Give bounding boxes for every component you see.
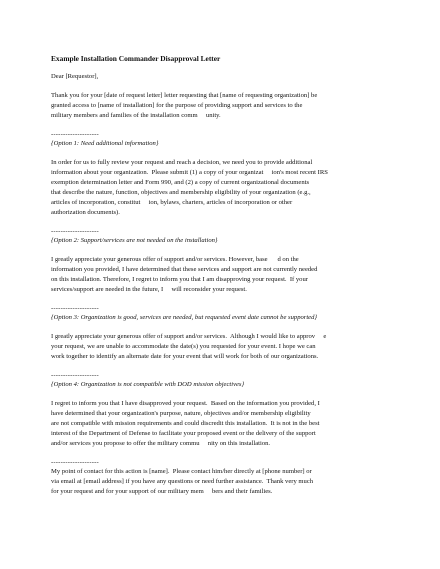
option-1-heading: {Option 1: Need additional information} <box>51 140 159 147</box>
body-line: information about your organization. Please submit (1) a copy of your organizat ion's most recent IRS <box>51 169 328 176</box>
body-line: I greatly appreciate your generous offer of support and/or services. Although I would like to approv e <box>51 333 327 340</box>
body-line: interest of the Department of Defense to facilitate your proposed event or the delivery of the support <box>51 430 316 437</box>
closing-paragraph <box>51 467 382 497</box>
body-line: and/or services you propose to offer the military commu nity on this installation. <box>51 440 271 447</box>
salutation: Dear [Requestor], <box>51 73 99 80</box>
intro-line: Thank you for your [date of request letter] letter requesting that [name of requesting organization] be <box>51 92 318 99</box>
option-3-heading: {Option 3: Organization is good, services are needed, but requested event date cannot be supported} <box>51 314 318 321</box>
body-line: I regret to inform you that I have disapproved your request. Based on the information you provided, I <box>51 400 320 407</box>
closing-line: via email at [email address] if you have any questions or need further assistance. Thank very much <box>51 478 314 485</box>
body-line: information you provided, I have determined that these services and support are not currently needed <box>51 266 318 273</box>
body-line: articles of incorporation, constitut ion, bylaws, charters, articles of incorporation or other <box>51 199 293 206</box>
body-line: that describe the nature, function, objectives and membership eligibility of your organization (e.g., <box>51 189 311 196</box>
body-line: In order for us to fully review your request and reach a decision, we need you to provide additional <box>51 159 313 166</box>
closing-line: for your request and for your support of our military mem bers and their families. <box>51 488 273 495</box>
body-line: your request, we are unable to accommodate the date(s) you requested for your event. I hope we can <box>51 343 316 350</box>
intro-line: granted access to [name of installation] for the purpose of providing support and services to the <box>51 102 303 109</box>
option-2-heading: {Option 2: Support/services are not needed on the installation} <box>51 237 218 244</box>
separator-line: -------------------- <box>51 305 99 312</box>
body-line: on this installation. Therefore, I regret to inform you that I am disapproving your request. If your <box>51 276 308 283</box>
option-3-paragraph <box>51 332 382 362</box>
intro-paragraph <box>51 91 382 121</box>
body-line: work together to identify an alternate date for your event that will work for both of our organizations. <box>51 353 319 360</box>
separator-line: -------------------- <box>51 228 99 235</box>
option-4-heading: {Option 4: Organization is not compatible with DOD mission objectives} <box>51 381 245 388</box>
body-line: are not compatible with mission requirements and could discredit this installation. It is not in the best <box>51 420 320 427</box>
body-line: exemption determination letter and Form 990, and (2) a copy of current organizational documents <box>51 179 310 186</box>
option-1-paragraph <box>51 158 382 218</box>
option-2-paragraph <box>51 255 382 295</box>
body-line: services/support are needed in the future, I will reconsider your request. <box>51 286 247 293</box>
intro-line: military members and families of the installation comm unity. <box>51 112 221 119</box>
separator-line: -------------------- <box>51 372 99 379</box>
separator-line: -------------------- <box>51 459 99 466</box>
letter-title: Example Installation Commander Disapproval Letter <box>51 54 221 63</box>
body-line: I greatly appreciate your generous offer of support and/or services. However, base d on the <box>51 256 299 263</box>
body-line: authorization documents). <box>51 209 120 216</box>
closing-line: My point of contact for this action is [name]. Please contact him/her directly at [phone number] or <box>51 468 312 475</box>
body-line: have determined that your organization's purpose, nature, objectives and/or membership eligibility <box>51 410 311 417</box>
separator-line: -------------------- <box>51 131 99 138</box>
option-4-paragraph <box>51 399 382 449</box>
